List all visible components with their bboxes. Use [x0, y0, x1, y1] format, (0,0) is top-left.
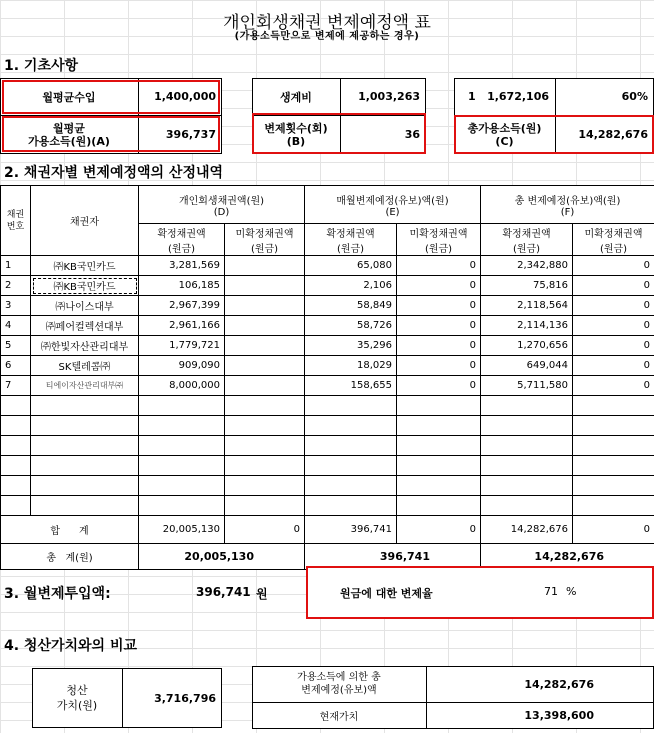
avg-available-label: 월평균 가용소득(원)(A) [28, 121, 110, 148]
living-cost-value: 1,003,263 [358, 90, 420, 103]
monthly-input-unit: 원 [256, 587, 268, 601]
liquidation-label: 청산 가치(원) [56, 684, 98, 712]
empty-row [1, 416, 654, 436]
f-unconfirmed-header: 미확정채권액 (원금) [573, 224, 654, 256]
page-subtitle: (가용소득만으로 변제에 제공하는 경우) [234, 31, 420, 42]
creditor-cell[interactable]: ㈜한빛자산관리대부 [31, 336, 139, 356]
total-available-label: 총가용소득(원) (C) [467, 121, 542, 148]
present-value-value: 13,398,600 [524, 709, 594, 722]
repay-rate-unit: % [566, 585, 577, 598]
total-e: 396,741 [305, 544, 481, 570]
creditor-cell[interactable]: 티에이자산관리대부㈜ [31, 376, 139, 396]
creditor-cell-selected[interactable]: ㈜KB국민카드 [31, 276, 139, 296]
creditor-cell[interactable]: ㈜나이스대부 [31, 296, 139, 316]
living-cost-label: 생계비 [280, 90, 312, 104]
repay-count-label: 변제횟수(회) (B) [264, 121, 328, 148]
section4-heading: 4. 청산가치와의 비교 [4, 638, 137, 654]
page-title: 개인회생채권 변제예정액 표 [223, 13, 431, 33]
total-f: 14,282,676 [481, 544, 654, 570]
empty-row [1, 396, 654, 416]
ref-amount: 1,672,106 [487, 90, 549, 103]
col-creditor-header: 채권자 [31, 186, 139, 256]
empty-row [1, 436, 654, 456]
ref-one: 1 [468, 90, 476, 103]
section2-heading: 2. 채권자별 변제예정액의 산정내역 [4, 165, 224, 181]
repay-count-value: 36 [404, 128, 420, 141]
total-available-value: 14,282,676 [578, 128, 648, 141]
f-confirmed-header: 확정채권액 (원금) [481, 224, 573, 256]
section1-heading: 1. 기초사항 [4, 58, 79, 74]
table-row: 3 ㈜나이스대부 2,967,399 58,849 0 2,118,564 0 [1, 296, 654, 316]
subtotal-label: 합 계 [1, 516, 139, 544]
d-unconfirmed-header: 미확정채권액 (원금) [225, 224, 305, 256]
group-e-header: 매월변제예정(유보)액(원) (E) [305, 186, 481, 224]
table-row: 4 ㈜페어컬렉션대부 2,961,166 58,726 0 2,114,136 0 [1, 316, 654, 336]
present-value-label: 현재가치 [319, 712, 359, 723]
monthly-input-amount: 396,741 [196, 585, 251, 599]
liquidation-value: 3,716,796 [154, 691, 216, 705]
avg-available-value: 396,737 [165, 128, 216, 141]
ref-percent: 60% [621, 90, 648, 103]
available-total-label: 가용소득에 의한 총 변제예정(유보)액 [297, 672, 381, 696]
creditor-cell[interactable]: ㈜KB국민카드 [31, 256, 139, 276]
table-row: 2 ㈜KB국민카드 106,185 2,106 0 75,816 0 [1, 276, 654, 296]
e-confirmed-header: 확정채권액 (원금) [305, 224, 397, 256]
monthly-income-value: 1,400,000 [154, 90, 216, 103]
creditor-cell[interactable]: SK텔레콤㈜ [31, 356, 139, 376]
table-row: 5 ㈜한빛자산관리대부 1,779,721 35,296 0 1,270,656 0 [1, 336, 654, 356]
d-confirmed-header: 확정채권액 (원금) [139, 224, 225, 256]
creditor-table [0, 185, 654, 570]
table-row: 6 SK텔레콤㈜ 909,090 18,029 0 649,044 0 [1, 356, 654, 376]
creditor-cell[interactable]: ㈜페어컬렉션대부 [31, 316, 139, 336]
section3-heading: 3. 월변제투입액: [4, 586, 111, 602]
e-unconfirmed-header: 미확정채권액 (원금) [397, 224, 481, 256]
empty-row [1, 456, 654, 476]
empty-row [1, 496, 654, 516]
repay-rate-value: 71 [544, 585, 558, 598]
empty-row [1, 476, 654, 496]
total-d: 20,005,130 [139, 544, 305, 570]
monthly-income-label: 월평균수입 [42, 90, 96, 104]
total-label: 총 계(원) [1, 544, 139, 570]
repay-rate-label: 원금에 대한 변제율 [340, 587, 433, 600]
table-row: 7 티에이자산관리대부㈜ 8,000,000 158,655 0 5,711,580 0 [1, 376, 654, 396]
group-d-header: 개인회생채권액(원) (D) [139, 186, 305, 224]
table-row: 1 ㈜KB국민카드 3,281,569 65,080 0 2,342,880 0 [1, 256, 654, 276]
group-f-header: 총 변제예정(유보)액(원) (F) [481, 186, 654, 224]
col-no-header: 채권 번호 [1, 186, 31, 256]
available-total-value: 14,282,676 [524, 677, 594, 691]
subtotal-row: 합 계 20,005,130 0 396,741 0 14,282,676 0 [1, 516, 654, 544]
